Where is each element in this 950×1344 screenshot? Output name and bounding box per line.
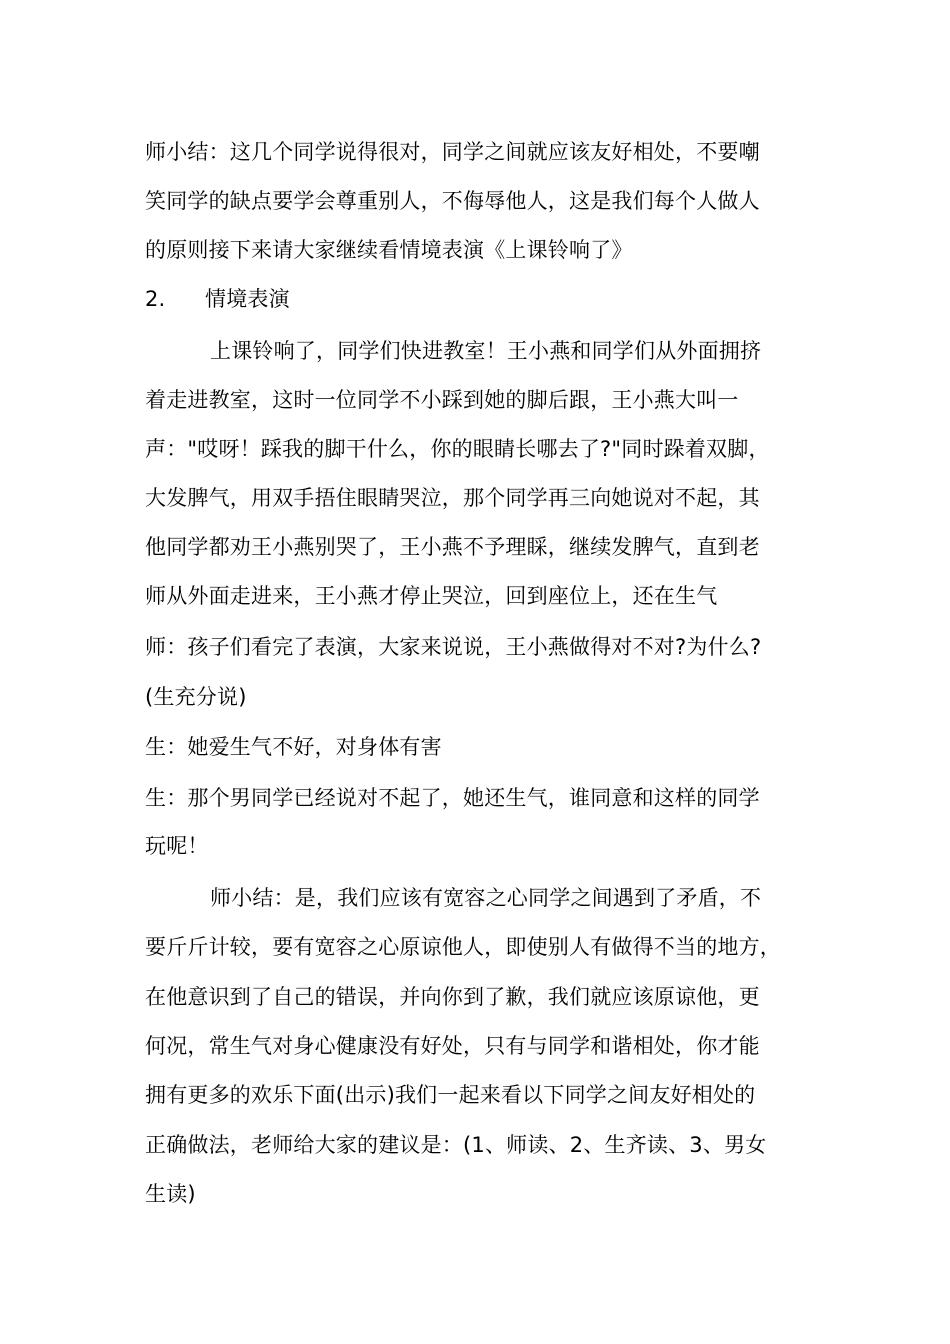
paragraph-line: 生：那个男同学已经说对不起了，她还生气，谁同意和这样的同学 <box>145 786 760 810</box>
section-heading: 情境表演 <box>205 287 290 311</box>
paragraph-line: 在他意识到了自己的错误，并向你到了歉，我们就应该原谅他，更 <box>145 985 760 1009</box>
paragraph-line: 上课铃响了，同学们快进教室！王小燕和同学们从外面拥挤 <box>210 339 762 363</box>
paragraph-line: 着走进教室，这时一位同学不小踩到她的脚后跟，王小燕大叫一 <box>145 388 739 412</box>
paragraph-line: 拥有更多的欢乐下面(出示)我们一起来看以下同学之间友好相处的 <box>145 1083 756 1107</box>
section-number: 2. <box>145 287 166 311</box>
paragraph-line: 何况，常生气对身心健康没有好处，只有与同学和谐相处，你才能 <box>145 1034 760 1058</box>
paragraph-line: 他同学都劝王小燕别哭了，王小燕不予理睬，继续发脾气，直到老 <box>145 535 760 559</box>
paragraph-line: 生：她爱生气不好，对身体有害 <box>145 735 442 759</box>
paragraph-line: 要斤斤计较，要有宽容之心原谅他人，即使别人有做得不当的地方， <box>145 935 781 959</box>
paragraph-line: 师：孩子们看完了表演，大家来说说，王小燕做得对不对?为什么? <box>145 635 762 659</box>
paragraph-line: 大发脾气，用双手捂住眼睛哭泣，那个同学再三向她说对不起，其 <box>145 486 760 510</box>
paragraph-line: 的原则接下来请大家继续看情境表演《上课铃响了》 <box>145 238 633 262</box>
paragraph-line: (生充分说) <box>145 685 247 709</box>
paragraph-line: 师小结：是，我们应该有宽容之心同学之间遇到了矛盾，不 <box>210 886 762 910</box>
paragraph-line: 生读) <box>145 1182 196 1206</box>
paragraph-line: 笑同学的缺点要学会尊重别人，不侮辱他人，这是我们每个人做人 <box>145 189 760 213</box>
paragraph-line: 正确做法，老师给大家的建议是：(1、师读、2、生齐读、3、男女 <box>145 1133 767 1157</box>
paragraph-line: 师从外面走进来，王小燕才停止哭泣，回到座位上，还在生气 <box>145 584 718 608</box>
paragraph-line: 师小结：这几个同学说得很对，同学之间就应该友好相处，不要嘲 <box>145 140 760 164</box>
paragraph-line: 玩呢！ <box>145 834 209 858</box>
paragraph-line: 声："哎呀！踩我的脚干什么，你的眼睛长哪去了?"同时跺着双脚， <box>145 437 770 461</box>
